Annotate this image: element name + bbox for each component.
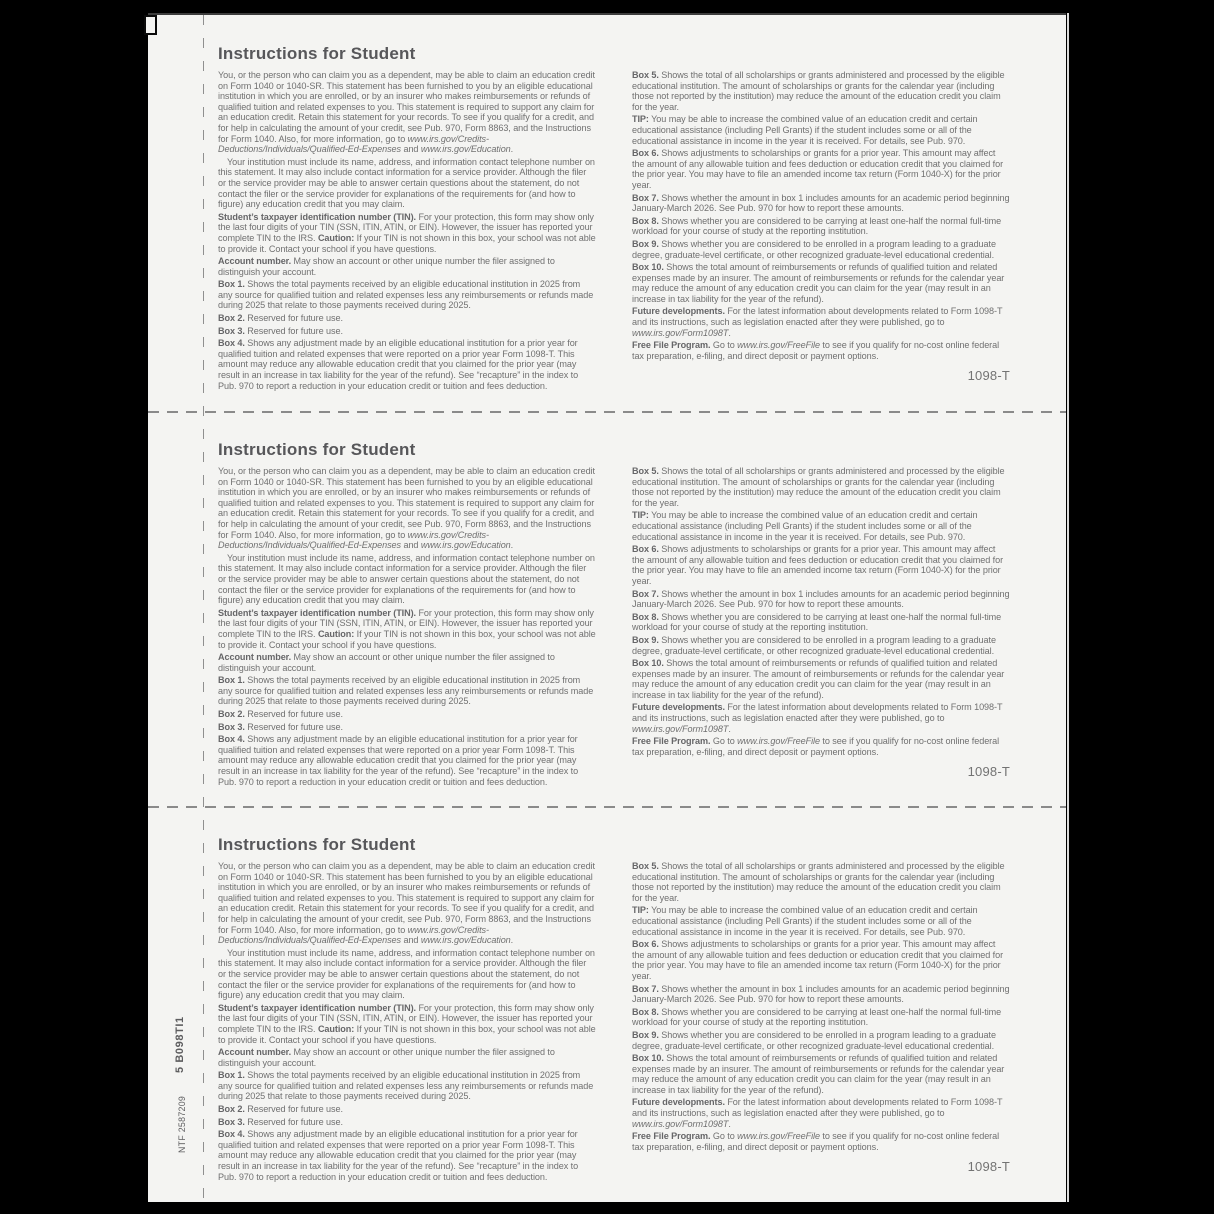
instructions-left-column	[218, 861, 596, 1182]
instruction-paragraph: Box 8. Shows whether you are considered to be carrying at least one-half the normal full-time workload for your course of study at the reporting institution.	[632, 215, 1002, 237]
two-column-text	[218, 861, 1010, 1182]
instruction-paragraph: You, or the person who can claim you as a dependent, may be able to claim an education credit on Form 1040 or 1040-SR. This statement has been furnished to you by an eligible educational institution in which you are enrolled, or by an insurer who makes reimbursements or refunds of qualified tuition and related expenses to you. This statement is required to support any claim for an education credit. Retain this statement for your records. To see if you qualify for a credit, and for help in calculating the amount of your credit, see Pub. 970, Form 8863, and the Instructions for Form 1040. Also, for more information, go to www.irs.gov/Credits-Deductions/Individuals/Qualified-Ed-Expenses and www.irs.gov/Education.	[218, 70, 595, 155]
instruction-paragraph: Box 2. Reserved for future use.	[218, 313, 343, 324]
instruction-paragraph: Box 8. Shows whether you are considered to be carrying at least one-half the normal full-time workload for your course of study at the reporting institution.	[632, 611, 1002, 633]
instruction-paragraph: You, or the person who can claim you as a dependent, may be able to claim an education credit on Form 1040 or 1040-SR. This statement has been furnished to you by an eligible educational institution in which you are enrolled, or by an insurer who makes reimbursements or refunds of qualified tuition and related expenses to you. This statement is required to support any claim for an education credit. Retain this statement for your records. To see if you qualify for a credit, and for help in calculating the amount of your credit, see Pub. 970, Form 8863, and the Instructions for Form 1040. Also, for more information, go to www.irs.gov/Credits-Deductions/Individuals/Qualified-Ed-Expenses and www.irs.gov/Education.	[218, 861, 595, 946]
instruction-paragraph: Box 4. Shows any adjustment made by an eligible educational institution for a prior year for qualified tuition and related expenses that were reported on a prior year Form 1098-T. This amount may reduce any allowable education credit that you claimed for the prior year (may result in an increase in tax liability for the year of the refund). See “recapture” in the index to Pub. 970 to report a reduction in your education credit or tuition and fees deduction.	[218, 1129, 579, 1182]
instruction-paragraph: Box 3. Reserved for future use.	[218, 1116, 343, 1127]
two-column-text	[218, 70, 1010, 391]
print-code-vertical: 5 B098TI1	[174, 1016, 186, 1073]
instructions-right-column	[632, 70, 1010, 391]
instruction-paragraph: Free File Program. Go to www.irs.gov/FreeFile to see if you qualify for no-cost online federal tax preparation, e-filing, and direct deposit or payment options.	[632, 340, 1000, 361]
instruction-paragraph: Free File Program. Go to www.irs.gov/FreeFile to see if you qualify for no-cost online federal tax preparation, e-filing, and direct deposit or payment options.	[632, 736, 1000, 757]
panel-separator-dashed	[148, 806, 1066, 808]
instruction-paragraph: Future developments. For the latest information about developments related to Form 1098-T and its instructions, such as legislation enacted after they were published, go to www.irs.gov/Form1098T.	[632, 702, 1003, 734]
instructions-right-column	[632, 466, 1010, 787]
instruction-paragraph: Box 5. Shows the total of all scholarships or grants administered and processed by the eligible educational institution. The amount of scholarships or grants for the calendar year (including those not reported by the institution) may reduce the amount of the education credit you claim for the year.	[632, 70, 1005, 112]
form-number-label: 1098-T	[967, 764, 1010, 779]
instructions-right-column	[632, 861, 1010, 1182]
instruction-paragraph: TIP: You may be able to increase the combined value of an education credit and certain educational assistance (including Pell Grants) if the student includes some or all of the educational assistance in income in the year it is received. For details, see Pub. 970.	[632, 905, 978, 937]
ntf-number-vertical: NTF 2587209	[177, 1095, 187, 1153]
instruction-paragraph: Box 9. Shows whether you are considered to be enrolled in a program leading to a graduate degree, graduate-level certificate, or other recognized graduate-level educational credential.	[632, 238, 996, 260]
instruction-paragraph: Box 1. Shows the total payments received by an eligible educational institution in 2025 from any source for qualified tuition and related expenses less any reimbursements or refunds made during 2025 that relate to those payments received during 2025.	[218, 279, 594, 311]
instruction-paragraph: Box 10. Shows the total amount of reimbursements or refunds of qualified tuition and related expenses made by an insurer. The amount of reimbursements or refunds for the calendar year may reduce the amount of any education credit you can claim for the year (may result in an increase in tax liability for the year of the refund).	[632, 262, 1005, 304]
instructions-panel-2	[218, 440, 1010, 810]
instruction-paragraph: Box 7. Shows whether the amount in box 1 includes amounts for an academic period beginning January-March 2026. See Pub. 970 for how to report these amounts.	[632, 588, 1010, 610]
instruction-paragraph: You, or the person who can claim you as a dependent, may be able to claim an education credit on Form 1040 or 1040-SR. This statement has been furnished to you by an eligible educational institution in which you are enrolled, or by an insurer who makes reimbursements or refunds of qualified tuition and related expenses to you. This statement is required to support any claim for an education credit. Retain this statement for your records. To see if you qualify for a credit, and for help in calculating the amount of your credit, see Pub. 970, Form 8863, and the Instructions for Form 1040. Also, for more information, go to www.irs.gov/Credits-Deductions/Individuals/Qualified-Ed-Expenses and www.irs.gov/Education.	[218, 466, 595, 551]
instruction-paragraph: Free File Program. Go to www.irs.gov/FreeFile to see if you qualify for no-cost online federal tax preparation, e-filing, and direct deposit or payment options.	[632, 1131, 1000, 1152]
instruction-paragraph: Student’s taxpayer identification number (TIN). For your protection, this form may show only the last four digits of your TIN (SSN, ITIN, ATIN, or EIN). However, the issuer has reported your complete TIN to the IRS. Caution: If your TIN is not shown in this box, your school was not able to provide it. Contact your school if you have questions.	[218, 1002, 596, 1045]
instruction-paragraph: Account number. May show an account or other unique number the filer assigned to distinguish your account.	[218, 652, 555, 673]
instructions-left-column	[218, 70, 596, 391]
instruction-paragraph: Box 6. Shows adjustments to scholarships or grants for a prior year. This amount may affect the amount of any allowable tuition and fees deduction or education credit that you claimed for the prior year. You may have to file an amended income tax return (Form 1040-X) for the prior year.	[632, 544, 1004, 586]
instruction-paragraph: TIP: You may be able to increase the combined value of an education credit and certain educational assistance (including Pell Grants) if the student includes some or all of the educational assistance in income in the year it is received. For details, see Pub. 970.	[632, 510, 978, 542]
instruction-paragraph: Box 2. Reserved for future use.	[218, 709, 343, 720]
instruction-paragraph: Box 9. Shows whether you are considered to be enrolled in a program leading to a graduate degree, graduate-level certificate, or other recognized graduate-level educational credential.	[632, 634, 996, 656]
panel-heading: Instructions for Student	[218, 440, 416, 459]
instruction-paragraph: Box 1. Shows the total payments received by an eligible educational institution in 2025 from any source for qualified tuition and related expenses less any reimbursements or refunds made during 2025 that relate to those payments received during 2025.	[218, 675, 594, 707]
instruction-paragraph: Your institution must include its name, address, and information contact telephone number on this statement. It may also include contact information for a service provider. Although the filer or the service provider may be able to answer certain questions about the statement, do not contact the filer or the service provider for explanations of the requirements for (and how to figure) any education credit that you may claim.	[218, 947, 595, 1001]
instruction-paragraph: Box 5. Shows the total of all scholarships or grants administered and processed by the eligible educational institution. The amount of scholarships or grants for the calendar year (including those not reported by the institution) may reduce the amount of the education credit you claim for the year.	[632, 861, 1005, 903]
form-number-label: 1098-T	[967, 368, 1010, 383]
instruction-paragraph: Your institution must include its name, address, and information contact telephone number on this statement. It may also include contact information for a service provider. Although the filer or the service provider may be able to answer certain questions about the statement, do not contact the filer or the service provider for explanations of the requirements for (and how to figure) any education credit that you may claim.	[218, 156, 595, 210]
panel-heading: Instructions for Student	[218, 44, 416, 63]
instruction-paragraph: Box 9. Shows whether you are considered to be enrolled in a program leading to a graduate degree, graduate-level certificate, or other recognized graduate-level educational credential.	[632, 1029, 996, 1051]
two-column-text	[218, 466, 1010, 787]
instruction-paragraph: Box 4. Shows any adjustment made by an eligible educational institution for a prior year for qualified tuition and related expenses that were reported on a prior year Form 1098-T. This amount may reduce any allowable education credit that you claimed for the prior year (may result in an increase in tax liability for the year of the refund). See “recapture” in the index to Pub. 970 to report a reduction in your education credit or tuition and fees deduction.	[218, 338, 579, 391]
paper-sheet	[148, 13, 1066, 1202]
instruction-paragraph: Box 10. Shows the total amount of reimbursements or refunds of qualified tuition and related expenses made by an insurer. The amount of reimbursements or refunds for the calendar year may reduce the amount of any education credit you can claim for the year (may result in an increase in tax liability for the year of the refund).	[632, 1053, 1005, 1095]
panel-heading: Instructions for Student	[218, 835, 416, 854]
panel-separator-dashed	[148, 411, 1066, 413]
instruction-paragraph: Your institution must include its name, address, and information contact telephone number on this statement. It may also include contact information for a service provider. Although the filer or the service provider may be able to answer certain questions about the statement, do not contact the filer or the service provider for explanations of the requirements for (and how to figure) any education credit that you may claim.	[218, 552, 595, 606]
instruction-paragraph: Box 3. Reserved for future use.	[218, 721, 343, 732]
instruction-paragraph: Box 7. Shows whether the amount in box 1 includes amounts for an academic period beginning January-March 2026. See Pub. 970 for how to report these amounts.	[632, 983, 1010, 1005]
page-edge-highlight	[1067, 13, 1069, 1202]
instruction-paragraph: Box 8. Shows whether you are considered to be carrying at least one-half the normal full-time workload for your course of study at the reporting institution.	[632, 1006, 1002, 1028]
instruction-paragraph: Future developments. For the latest information about developments related to Form 1098-T and its instructions, such as legislation enacted after they were published, go to www.irs.gov/Form1098T.	[632, 1097, 1003, 1129]
instruction-paragraph: Student’s taxpayer identification number (TIN). For your protection, this form may show only the last four digits of your TIN (SSN, ITIN, ATIN, or EIN). However, the issuer has reported your complete TIN to the IRS. Caution: If your TIN is not shown in this box, your school was not able to provide it. Contact your school if you have questions.	[218, 607, 596, 650]
instruction-paragraph: Box 5. Shows the total of all scholarships or grants administered and processed by the eligible educational institution. The amount of scholarships or grants for the calendar year (including those not reported by the institution) may reduce the amount of the education credit you claim for the year.	[632, 466, 1005, 508]
instruction-paragraph: Box 1. Shows the total payments received by an eligible educational institution in 2025 from any source for qualified tuition and related expenses less any reimbursements or refunds made during 2025 that relate to those payments received during 2025.	[218, 1070, 594, 1102]
vertical-perforation-line	[203, 15, 204, 1202]
instruction-paragraph: Box 6. Shows adjustments to scholarships or grants for a prior year. This amount may affect the amount of any allowable tuition and fees deduction or education credit that you claimed for the prior year. You may have to file an amended income tax return (Form 1040-X) for the prior year.	[632, 939, 1004, 981]
instruction-paragraph: Account number. May show an account or other unique number the filer assigned to distinguish your account.	[218, 256, 555, 277]
instructions-panel-1	[218, 44, 1010, 414]
instruction-paragraph: Box 7. Shows whether the amount in box 1 includes amounts for an academic period beginning January-March 2026. See Pub. 970 for how to report these amounts.	[632, 192, 1010, 214]
instruction-paragraph: Box 3. Reserved for future use.	[218, 325, 343, 336]
instruction-paragraph: Box 6. Shows adjustments to scholarships or grants for a prior year. This amount may affect the amount of any allowable tuition and fees deduction or education credit that you claimed for the prior year. You may have to file an amended income tax return (Form 1040-X) for the prior year.	[632, 148, 1004, 190]
instructions-left-column	[218, 466, 596, 787]
instruction-paragraph: Account number. May show an account or other unique number the filer assigned to distinguish your account.	[218, 1047, 555, 1068]
form-number-label: 1098-T	[967, 1159, 1010, 1174]
instruction-paragraph: Student’s taxpayer identification number (TIN). For your protection, this form may show only the last four digits of your TIN (SSN, ITIN, ATIN, or EIN). However, the issuer has reported your complete TIN to the IRS. Caution: If your TIN is not shown in this box, your school was not able to provide it. Contact your school if you have questions.	[218, 211, 596, 254]
instruction-paragraph: Future developments. For the latest information about developments related to Form 1098-T and its instructions, such as legislation enacted after they were published, go to www.irs.gov/Form1098T.	[632, 306, 1003, 338]
instruction-paragraph: Box 4. Shows any adjustment made by an eligible educational institution for a prior year for qualified tuition and related expenses that were reported on a prior year Form 1098-T. This amount may reduce any allowable education credit that you claimed for the prior year (may result in an increase in tax liability for the year of the refund). See “recapture” in the index to Pub. 970 to report a reduction in your education credit or tuition and fees deduction.	[218, 734, 579, 787]
instruction-paragraph: TIP: You may be able to increase the combined value of an education credit and certain educational assistance (including Pell Grants) if the student includes some or all of the educational assistance in income in the year it is received. For details, see Pub. 970.	[632, 114, 978, 146]
instruction-paragraph: Box 2. Reserved for future use.	[218, 1104, 343, 1115]
registration-mark	[144, 15, 157, 35]
instruction-paragraph: Box 10. Shows the total amount of reimbursements or refunds of qualified tuition and related expenses made by an insurer. The amount of reimbursements or refunds for the calendar year may reduce the amount of any education credit you can claim for the year (may result in an increase in tax liability for the year of the refund).	[632, 658, 1005, 700]
instructions-panel-3	[218, 835, 1010, 1205]
